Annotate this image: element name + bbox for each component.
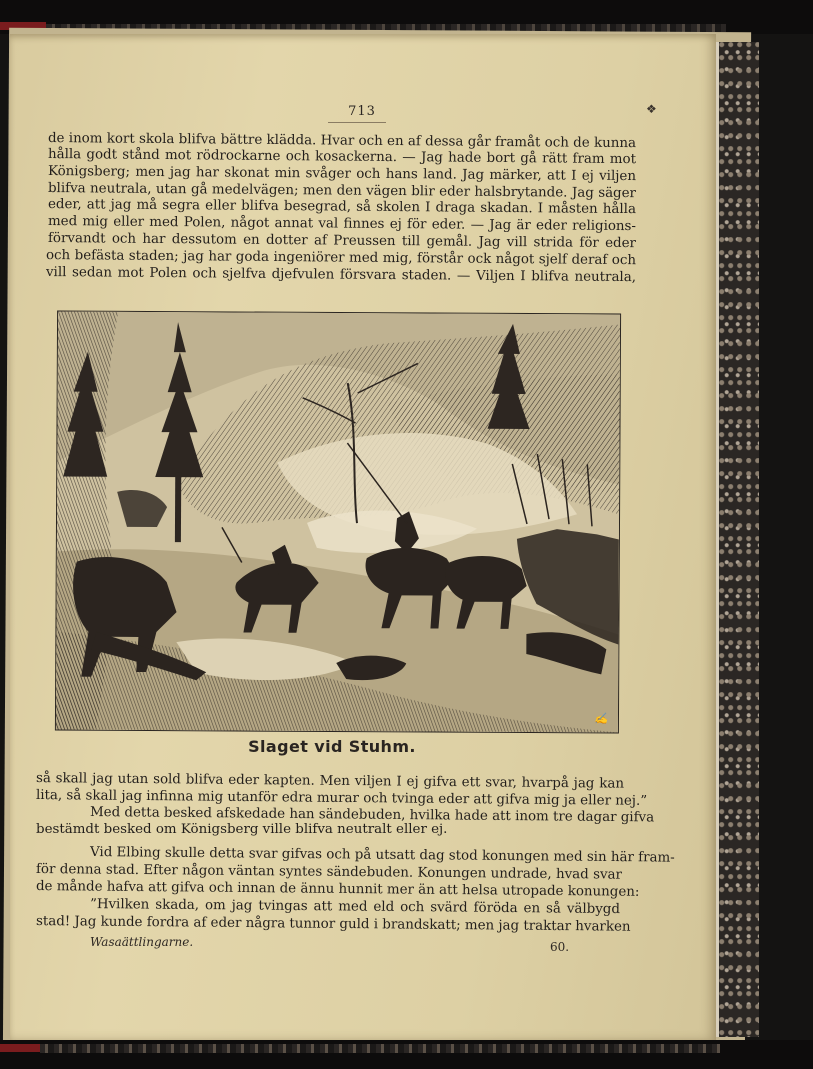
- text-line: vill sedan mot Polen och sjelfva djefvulen försvara staden. — Viljen I blifva neutrala,: [45, 265, 637, 286]
- text-line: blifva neutrala, utan gå medelvägen; men den vägen blir eder halsbrytande. Jag säger: [47, 181, 637, 202]
- binding-stripe: [40, 1044, 720, 1053]
- text-line: för denna stad. Efter någon väntan syntes sändebuden. Konungen undrade, hvad svar: [35, 862, 623, 883]
- text-line: de månde hafva att gifva och innan de ännu hunnit mer än att helsa utropade konungen:: [35, 879, 640, 900]
- text-line: bestämdt besked om Königsberg ville blifva neutralt eller ej.: [36, 822, 448, 837]
- text-line: och befästa staden; jag har goda ingeniörer med mig, förstår ock något sjelf deraf och: [45, 248, 637, 269]
- footer-title: Wasaättlingarne.: [90, 935, 194, 949]
- text-line: Med detta besked afskedade han sändebuden, hvilka hade att inom tre dagar gifva: [89, 805, 655, 826]
- bottom-binding-edge: [0, 1040, 813, 1069]
- marbled-board-edge: [716, 42, 759, 1037]
- battle-engraving: [55, 311, 621, 734]
- text-line: Vid Elbing skulle detta svar gifvas och på utsatt dag stod konungen med sin här fram-: [89, 845, 675, 866]
- text-line: ”Hvilken skada, om jag tvingas att med eld och svärd föröda en så välbygd: [89, 897, 621, 918]
- book-page: [10, 34, 716, 1040]
- text-line: de inom kort skola blifva bättre klädda. Hvar och en af dessa går framåt och de kunna: [47, 131, 637, 152]
- text-line: Königsberg; men jag har skonat min svåger och hans land. Jag märker, att I ej viljen: [47, 164, 637, 185]
- page-number-rule: [328, 122, 386, 123]
- text-line: så skall jag utan sold blifva eder kapten. Men viljen I ej gifva ett svar, hvarpå jag kan: [35, 771, 625, 792]
- text-line: eder, att jag må segra eller blifva besegrad, så skolen I draga skadan. I måsten hålla: [47, 197, 637, 218]
- red-ribbon-edge: [0, 1044, 40, 1052]
- text-line: hålla godt stånd mot rödrockarne och kosackerna. — Jag hade bort gå rätt fram mot: [47, 147, 637, 168]
- margin-marker-icon: ❖: [646, 102, 657, 116]
- signature-mark: 60.: [550, 940, 570, 954]
- text-line: med mig eller med Polen, något annat val finnes ej för eder. — Jag är eder religions-: [47, 214, 637, 235]
- page-number: 713: [348, 104, 376, 119]
- illustration-caption: Slaget vid Stuhm.: [248, 737, 416, 756]
- text-line: förvandt och har dessutom en dotter af Preussen till gemål. Jag vill strida för eder: [47, 231, 637, 252]
- text-line: lita, så skall jag infinna mig utanför edra murar och tvinga eder att gifva mig ja eller nej.”: [35, 788, 648, 809]
- engraving-illustration: [56, 312, 620, 733]
- text-line: stad! Jag kunde fordra af eder några tunnor guld i brandskatt; men jag traktar hvarken: [35, 914, 631, 935]
- engraver-signature: ✍: [593, 712, 608, 726]
